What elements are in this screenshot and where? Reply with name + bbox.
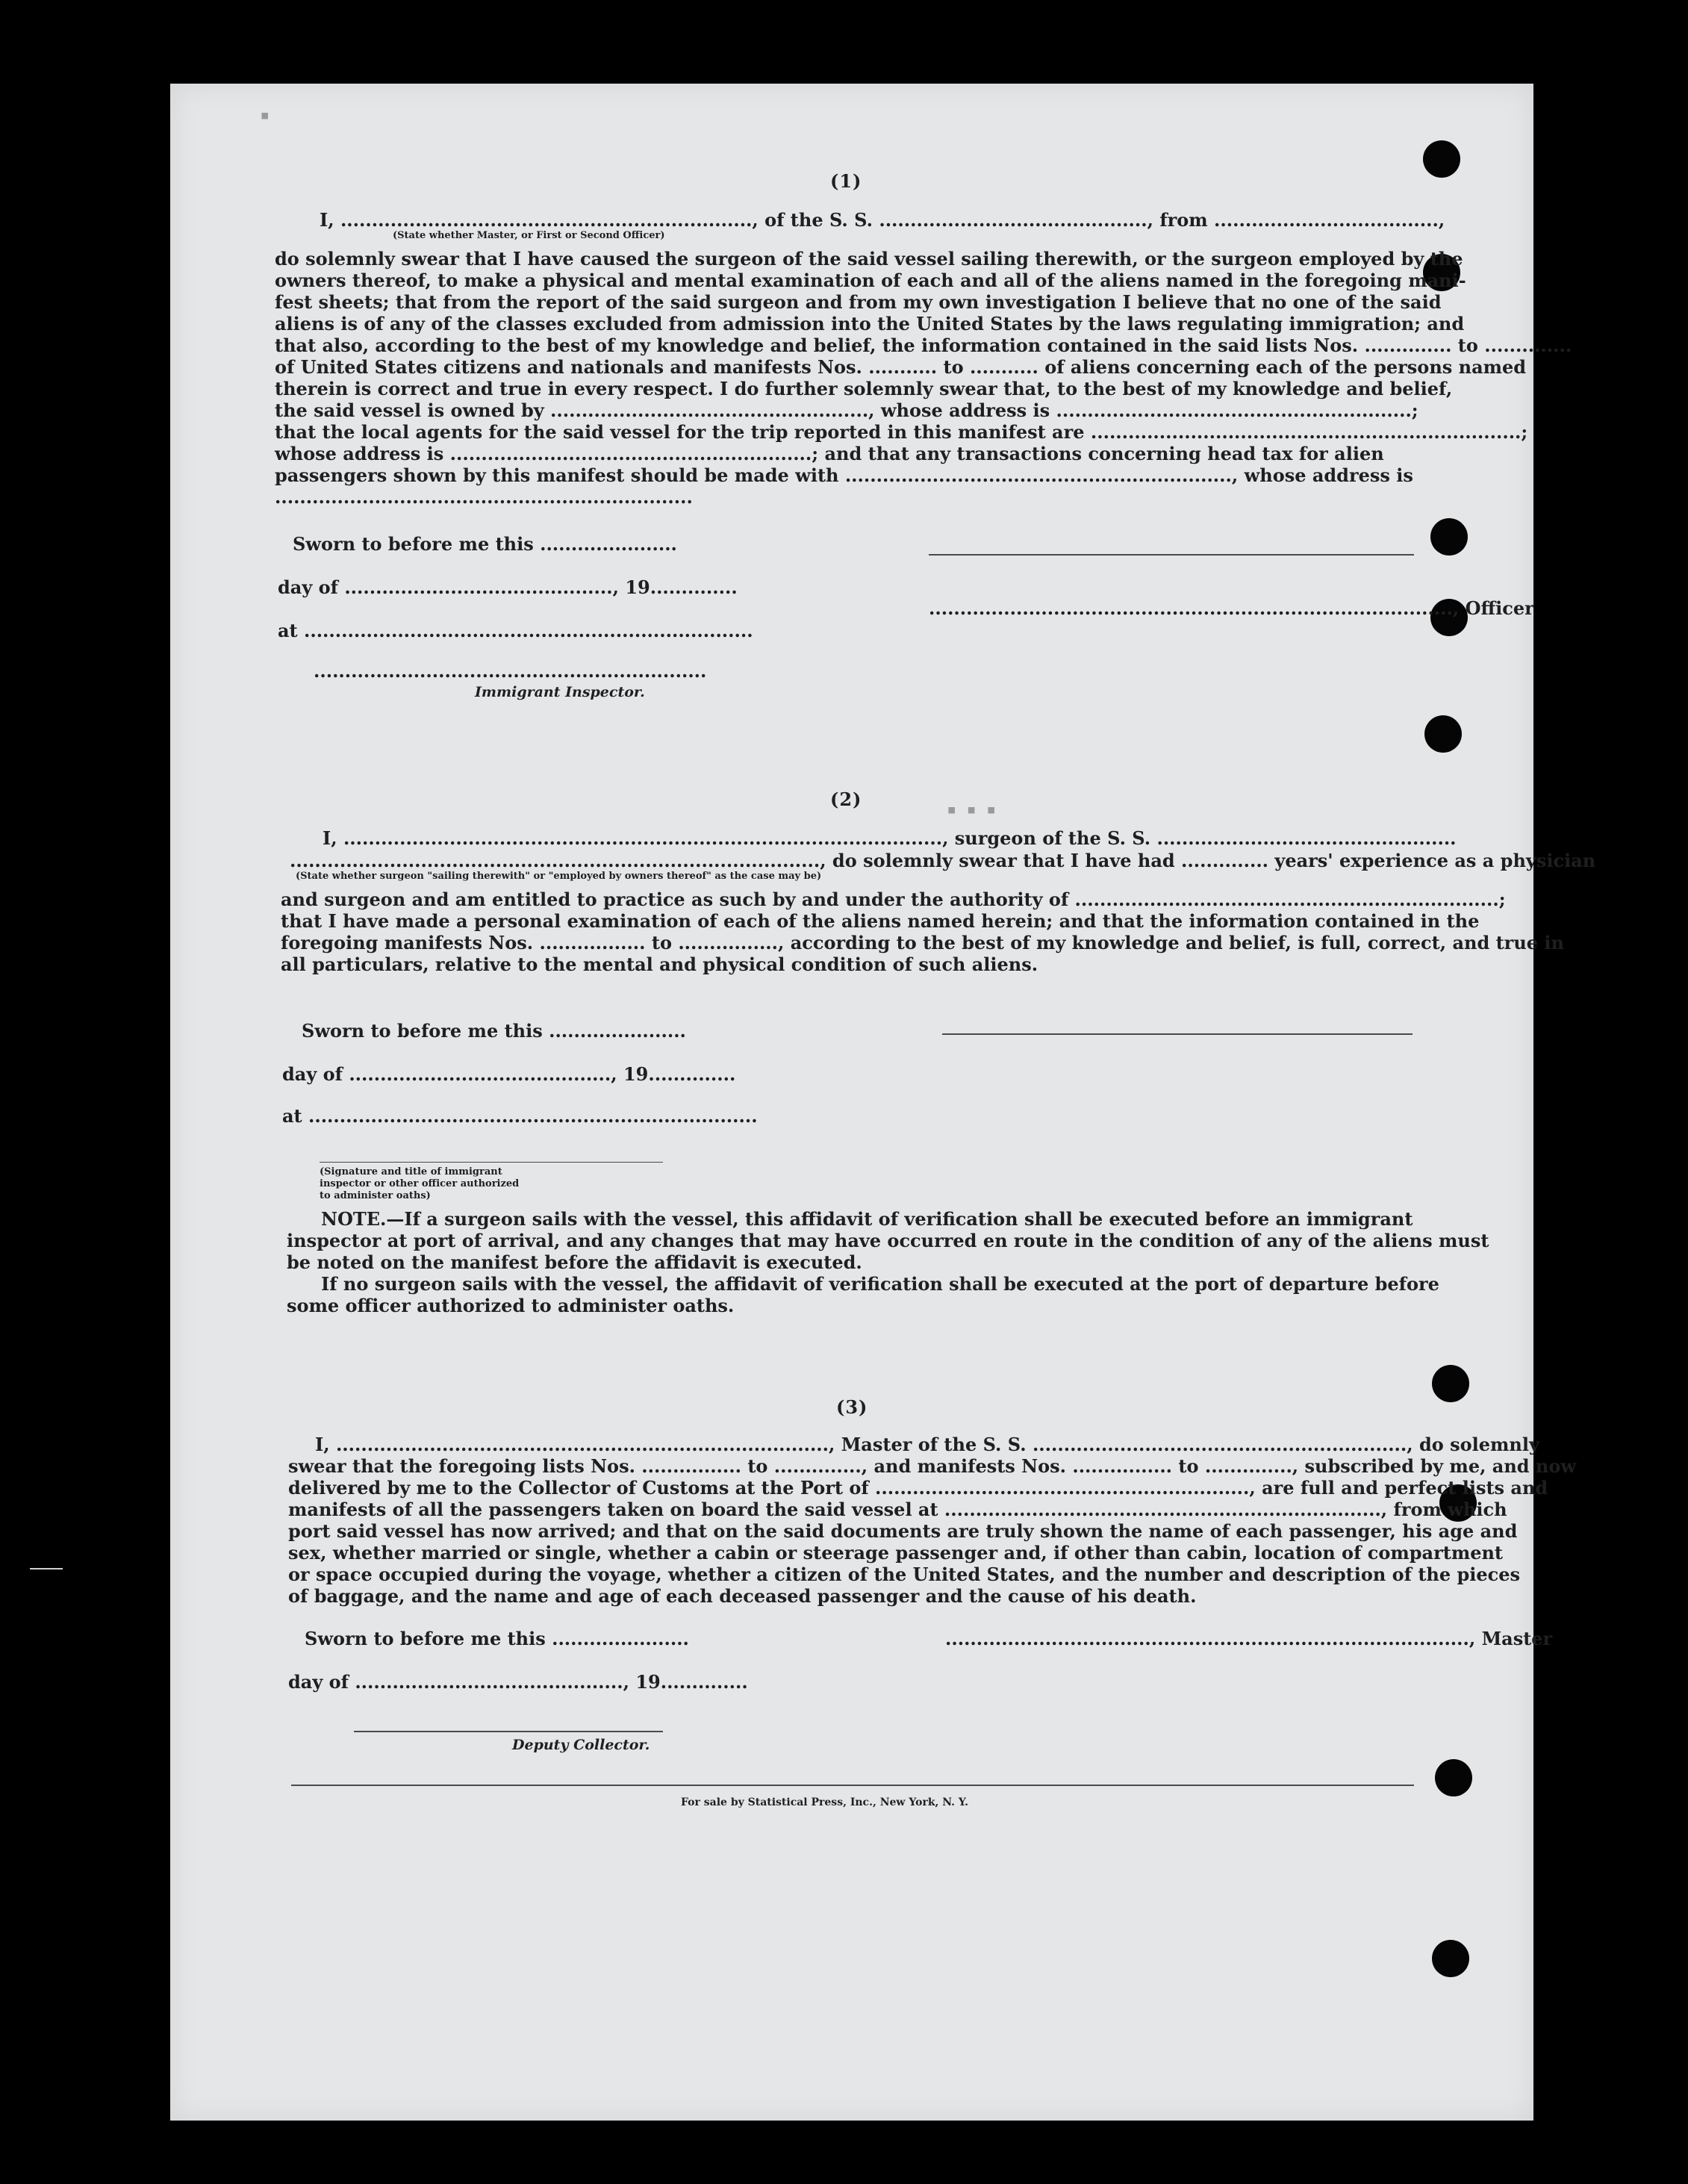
punch-hole — [1432, 1940, 1469, 1977]
punch-hole — [1435, 1759, 1472, 1796]
note-line: NOTE.—If a surgeon sails with the vessel, this affidavit of verification shall be executed before an immigrant — [321, 1208, 1413, 1230]
section-2-number: (2) — [830, 788, 862, 810]
section-1-line: that also, according to the best of my knowledge and belief, the information contained in the said lists Nos. .............. to .............. — [275, 335, 1572, 356]
footer-rule — [291, 1785, 1414, 1786]
punch-hole — [1432, 1365, 1469, 1402]
form-sheet — [170, 84, 1596, 2121]
section-2-at: at ........................................................................ — [282, 1105, 758, 1127]
note-line: If no surgeon sails with the vessel, the affidavit of verification shall be executed at the port of departure before — [321, 1273, 1439, 1295]
bleed-through-mark: ▪ — [260, 106, 270, 125]
section-1-line: whose address is ..........................................................; and that any transactions concerning head tax for alien — [275, 443, 1384, 464]
section-1-line: ................................................................... — [275, 486, 693, 508]
section-3-sworn: Sworn to before me this ...................... — [305, 1628, 689, 1649]
officer-note: (State whether Master, or First or Second Officer) — [393, 230, 665, 241]
section-1-line: therein is correct and true in every respect. I do further solemnly swear that, to the best of my knowledge and belief, — [275, 378, 1453, 399]
section-2-line: foregoing manifests Nos. ................. to ................, according to the best of my knowledge and belief, is full, correct, and true in — [281, 932, 1564, 953]
section-3-line: I, ..............................................................................., Master of the S. S. ............................................................, do solemnly — [315, 1434, 1539, 1455]
section-2-signature-rule — [942, 1033, 1413, 1035]
section-1-number: (1) — [830, 170, 862, 192]
footer-text: For sale by Statistical Press, Inc., New York, N. Y. — [681, 1796, 968, 1808]
section-1-officer-line: I, .................................................................., of the S. S. ..........................................., from ...................................., — [320, 209, 1445, 231]
section-2-line: and surgeon and am entitled to practice as such by and under the authority of ....................................................................; — [281, 889, 1506, 910]
officer-signature-line: ...................................................................................., Officer — [929, 597, 1534, 619]
section-3-line: manifests of all the passengers taken on board the said vessel at ......................................................................, from which — [288, 1499, 1507, 1520]
section-2-line: that I have made a personal examination of each of the aliens named herein; and that the information contained in the — [281, 910, 1480, 932]
edge-mark — [30, 1568, 63, 1569]
section-1-line: the said vessel is owned by ..................................................., whose address is .........................................................; — [275, 399, 1418, 421]
section-3-day-of: day of ..........................................., 19.............. — [288, 1671, 748, 1693]
section-2-surgeon-line: I, ................................................................................................, surgeon of the S. S. ................................................ — [323, 827, 1457, 849]
note-line: inspector at port of arrival, and any changes that may have occurred en route in the condition of any of the aliens must — [287, 1230, 1489, 1251]
section-3-line: of baggage, and the name and age of each deceased passenger and the cause of his death. — [288, 1585, 1197, 1607]
section-1-line: owners thereof, to make a physical and mental examination of each and all of the aliens named in the foregoing mani- — [275, 270, 1466, 291]
punch-hole — [1423, 140, 1460, 178]
section-1-line: aliens is of any of the classes excluded from admission into the United States by the laws regulating immigration; and — [275, 313, 1465, 335]
master-signature-line: ...................................................................................., Master — [945, 1628, 1553, 1649]
signature-note: (Signature and title of immigrant inspector or other officer authorized to administer oaths) — [320, 1166, 520, 1201]
section-3-line: sex, whether married or single, whether a cabin or steerage passenger and, if other than cabin, location of compartment — [288, 1542, 1504, 1564]
section-3-line: port said vessel has now arrived; and that on the said documents are truly shown the name of each passenger, his age and — [288, 1520, 1518, 1542]
section-2-day-of: day of .........................................., 19.............. — [282, 1063, 736, 1085]
punch-hole — [1424, 715, 1462, 753]
collector-signature-rule — [354, 1731, 663, 1732]
section-2-line: all particulars, relative to the mental and physical condition of such aliens. — [281, 953, 1038, 975]
section-3-line: swear that the foregoing lists Nos. ................ to .............., and manifests Nos. ................ to .............., subscribed by me, and now — [288, 1455, 1577, 1477]
surgeon-note: (State whether surgeon "sailing therewith" or "employed by owners thereof" as the case may be) — [296, 871, 822, 882]
section-1-at: at ........................................................................ — [278, 620, 753, 641]
inspector-signature-line: ............................................................... — [314, 660, 707, 682]
inspector-label: Immigrant Inspector. — [475, 684, 645, 700]
section-1-day-of: day of ..........................................., 19.............. — [278, 576, 738, 598]
section-3-line: delivered by me to the Collector of Customs at the Port of ............................................................, are full and perfect lists and — [288, 1477, 1548, 1499]
inspector-signature-rule — [320, 1162, 663, 1163]
collector-label: Deputy Collector. — [512, 1737, 650, 1753]
section-1-signature-rule — [929, 554, 1414, 556]
section-2-sworn: Sworn to before me this ...................... — [302, 1020, 686, 1042]
section-3-line: or space occupied during the voyage, whether a citizen of the United States, and the number and description of the pieces — [288, 1564, 1521, 1585]
bleed-through-mark: ▪ ▪ ▪ — [947, 800, 997, 819]
note-line: some officer authorized to administer oaths. — [287, 1295, 735, 1316]
section-1-line: that the local agents for the said vessel for the trip reported in this manifest are .....................................................................; — [275, 421, 1528, 443]
section-1-line: passengers shown by this manifest should be made with .............................................................., whose address is — [275, 464, 1413, 486]
section-1-line: fest sheets; that from the report of the said surgeon and from my own investigation I believe that no one of the said — [275, 291, 1442, 313]
section-1-line: of United States citizens and nationals and manifests Nos. ........... to ........... of aliens concerning each of the persons named — [275, 356, 1527, 378]
note-line: be noted on the manifest before the affidavit is executed. — [287, 1251, 862, 1273]
section-1-line: do solemnly swear that I have caused the surgeon of the said vessel sailing therewith, or the surgeon employed by the — [275, 248, 1463, 270]
section-3-number: (3) — [836, 1396, 868, 1418]
section-1-sworn: Sworn to before me this ...................... — [293, 533, 677, 555]
punch-hole — [1430, 518, 1468, 556]
section-2-experience-line: ....................................................................................., do solemnly swear that I have had .............. years' experience as a physician — [290, 850, 1596, 871]
